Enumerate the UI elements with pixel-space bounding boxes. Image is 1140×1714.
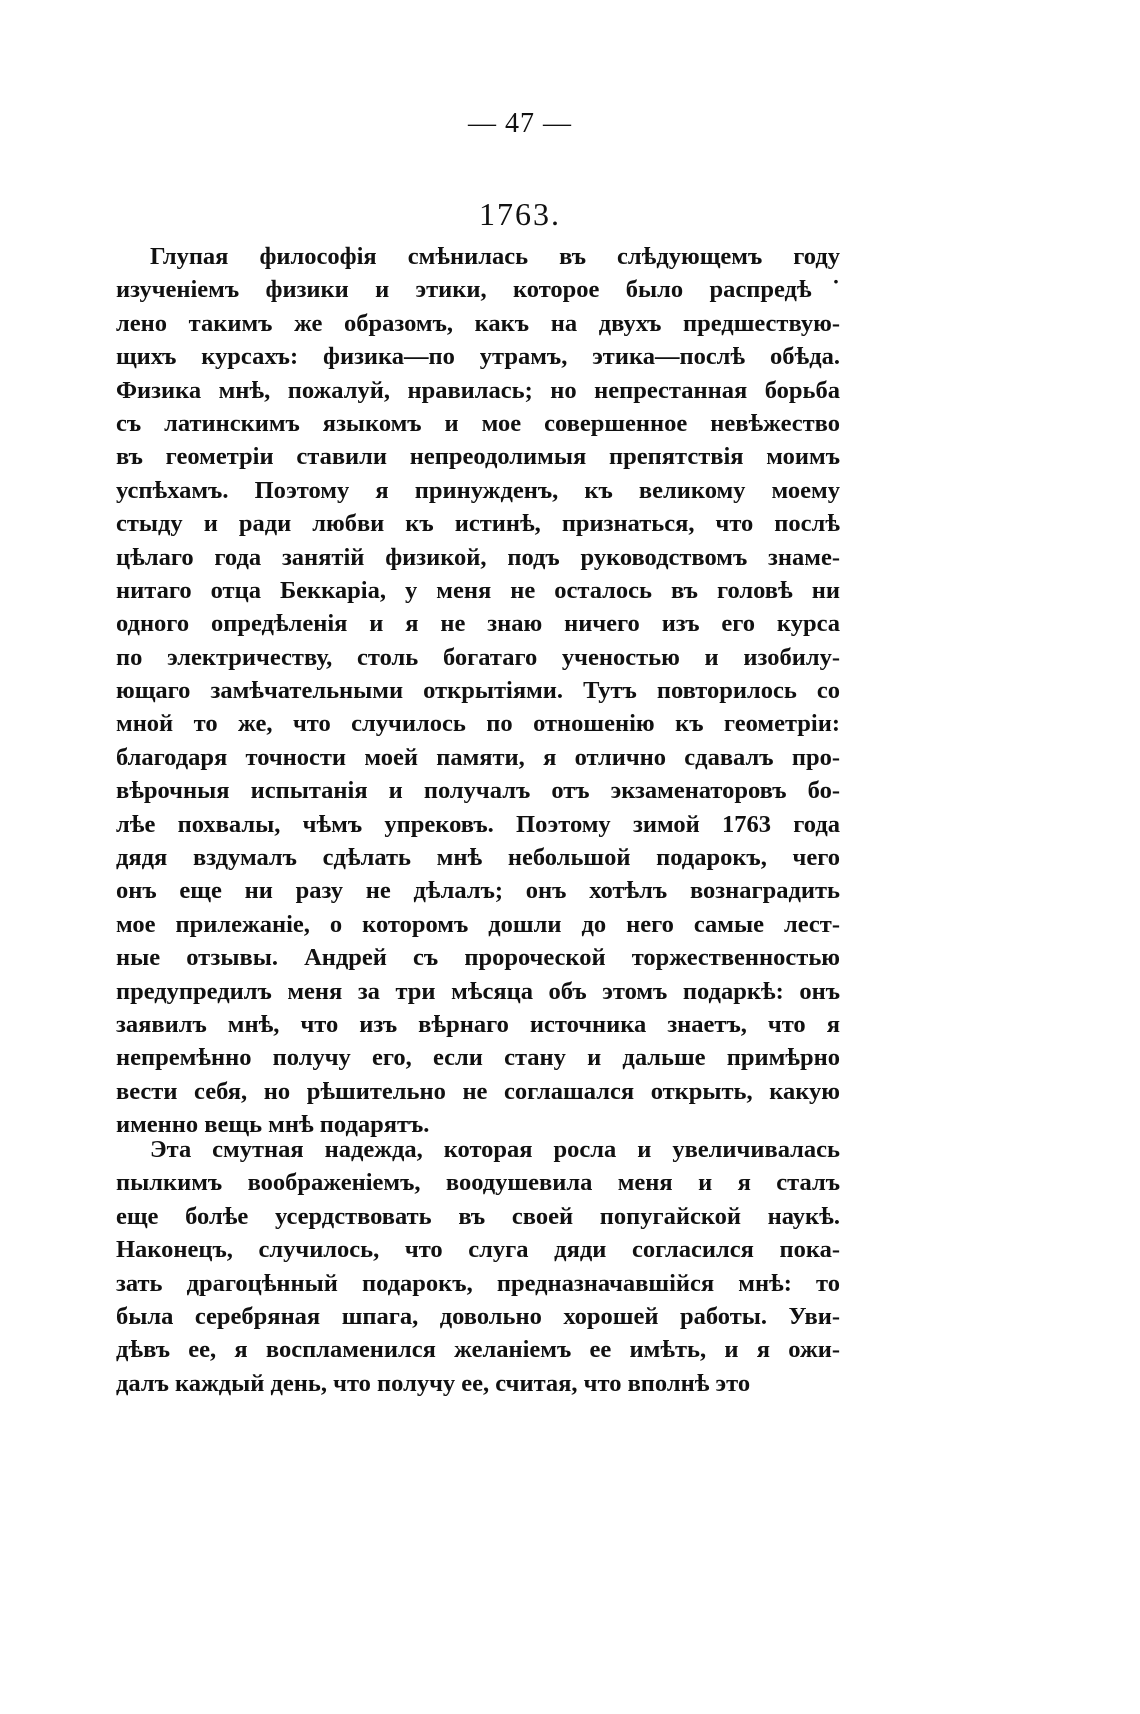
text-line: еще болѣе усердствовать въ своей попугайской наукѣ. bbox=[116, 1202, 840, 1230]
text-line: предупредилъ меня за три мѣсяца объ этомъ подаркѣ: онъ bbox=[116, 977, 840, 1005]
text-line: одного опредѣленія и я не знаю ничего изъ его курса bbox=[116, 610, 840, 638]
text-line: ющаго замѣчательными открытіями. Тутъ повторилось со bbox=[116, 677, 840, 705]
text-line: дядя вздумалъ сдѣлать мнѣ небольшой подарокъ, чего bbox=[116, 844, 840, 872]
text-line: именно вещь мнѣ подарятъ. bbox=[116, 1111, 430, 1139]
text-line: Физика мнѣ, пожалуй, нравилась; но непрестанная борьба bbox=[116, 376, 840, 404]
text-line: лѣе похвалы, чѣмъ упрековъ. Поэтому зимой 1763 года bbox=[116, 810, 840, 838]
text-line: съ латинскимъ языкомъ и мое совершенное невѣжество bbox=[116, 409, 840, 437]
text-line: въ геометріи ставили непреодолимыя препятствія моимъ bbox=[116, 443, 840, 471]
text-line: нитаго отца Беккаріа, у меня не осталось въ головѣ ни bbox=[116, 576, 840, 604]
text-line: лено такимъ же образомъ, какъ на двухъ предшествую- bbox=[116, 309, 840, 337]
year-heading: 1763. bbox=[479, 196, 561, 232]
text-line: щихъ курсахъ: физика—по утрамъ, этика—послѣ обѣда. bbox=[116, 343, 840, 371]
text-line: Наконецъ, случилось, что слуга дяди согласился пока- bbox=[116, 1236, 840, 1264]
text-line: Глупая философія смѣнилась въ слѣдующемъ году bbox=[150, 243, 840, 270]
text-line: изученіемъ физики и этики, которое было распредѣ˙ bbox=[116, 276, 840, 304]
text-line: мной то же, что случилось по отношенію къ геометріи: bbox=[116, 710, 840, 738]
text-line: дѣвъ ее, я воспламенился желаніемъ ее имѣть, и я ожи- bbox=[116, 1336, 840, 1364]
text-line: по электричеству, столь богатаго ученостью и изобилу- bbox=[116, 643, 840, 671]
text-line: Эта смутная надежда, которая росла и увеличивалась bbox=[150, 1136, 840, 1163]
text-line: онъ еще ни разу не дѣлалъ; онъ хотѣлъ вознаградить bbox=[116, 877, 840, 905]
text-line: заявилъ мнѣ, что изъ вѣрнаго источника знаетъ, что я bbox=[116, 1010, 840, 1038]
text-line: непремѣнно получу его, если стану и дальше примѣрно bbox=[116, 1044, 840, 1072]
page-number: — 47 — bbox=[468, 108, 572, 139]
text-line: далъ каждый день, что получу ее, считая, что вполнѣ это bbox=[116, 1369, 751, 1397]
text-line: вѣрочныя испытанія и получалъ отъ экзаменаторовъ бо- bbox=[116, 777, 840, 805]
text-line: вести себя, но рѣшительно не соглашался открыть, какую bbox=[116, 1077, 840, 1105]
text-line: зать драгоцѣнный подарокъ, предназначавшійся мнѣ: то bbox=[116, 1269, 840, 1297]
text-line: была серебряная шпага, довольно хорошей работы. Уви- bbox=[116, 1302, 840, 1330]
text-line: стыду и ради любви къ истинѣ, признаться, что послѣ bbox=[116, 510, 840, 538]
paragraph-2 bbox=[116, 1133, 840, 1400]
text-line: благодаря точности моей памяти, я отлично сдавалъ про- bbox=[116, 743, 840, 771]
text-line: пылкимъ воображеніемъ, воодушевила меня и я сталъ bbox=[116, 1169, 840, 1197]
text-line: успѣхамъ. Поэтому я принужденъ, къ великому моему bbox=[116, 476, 840, 504]
paragraph-1 bbox=[116, 240, 840, 1142]
text-line: мое прилежаніе, о которомъ дошли до него самые лест- bbox=[116, 910, 840, 938]
text-line: ные отзывы. Андрей съ пророческой торжественностью bbox=[116, 944, 840, 972]
text-line: цѣлаго года занятій физикой, подъ руководствомъ знаме- bbox=[116, 543, 840, 571]
